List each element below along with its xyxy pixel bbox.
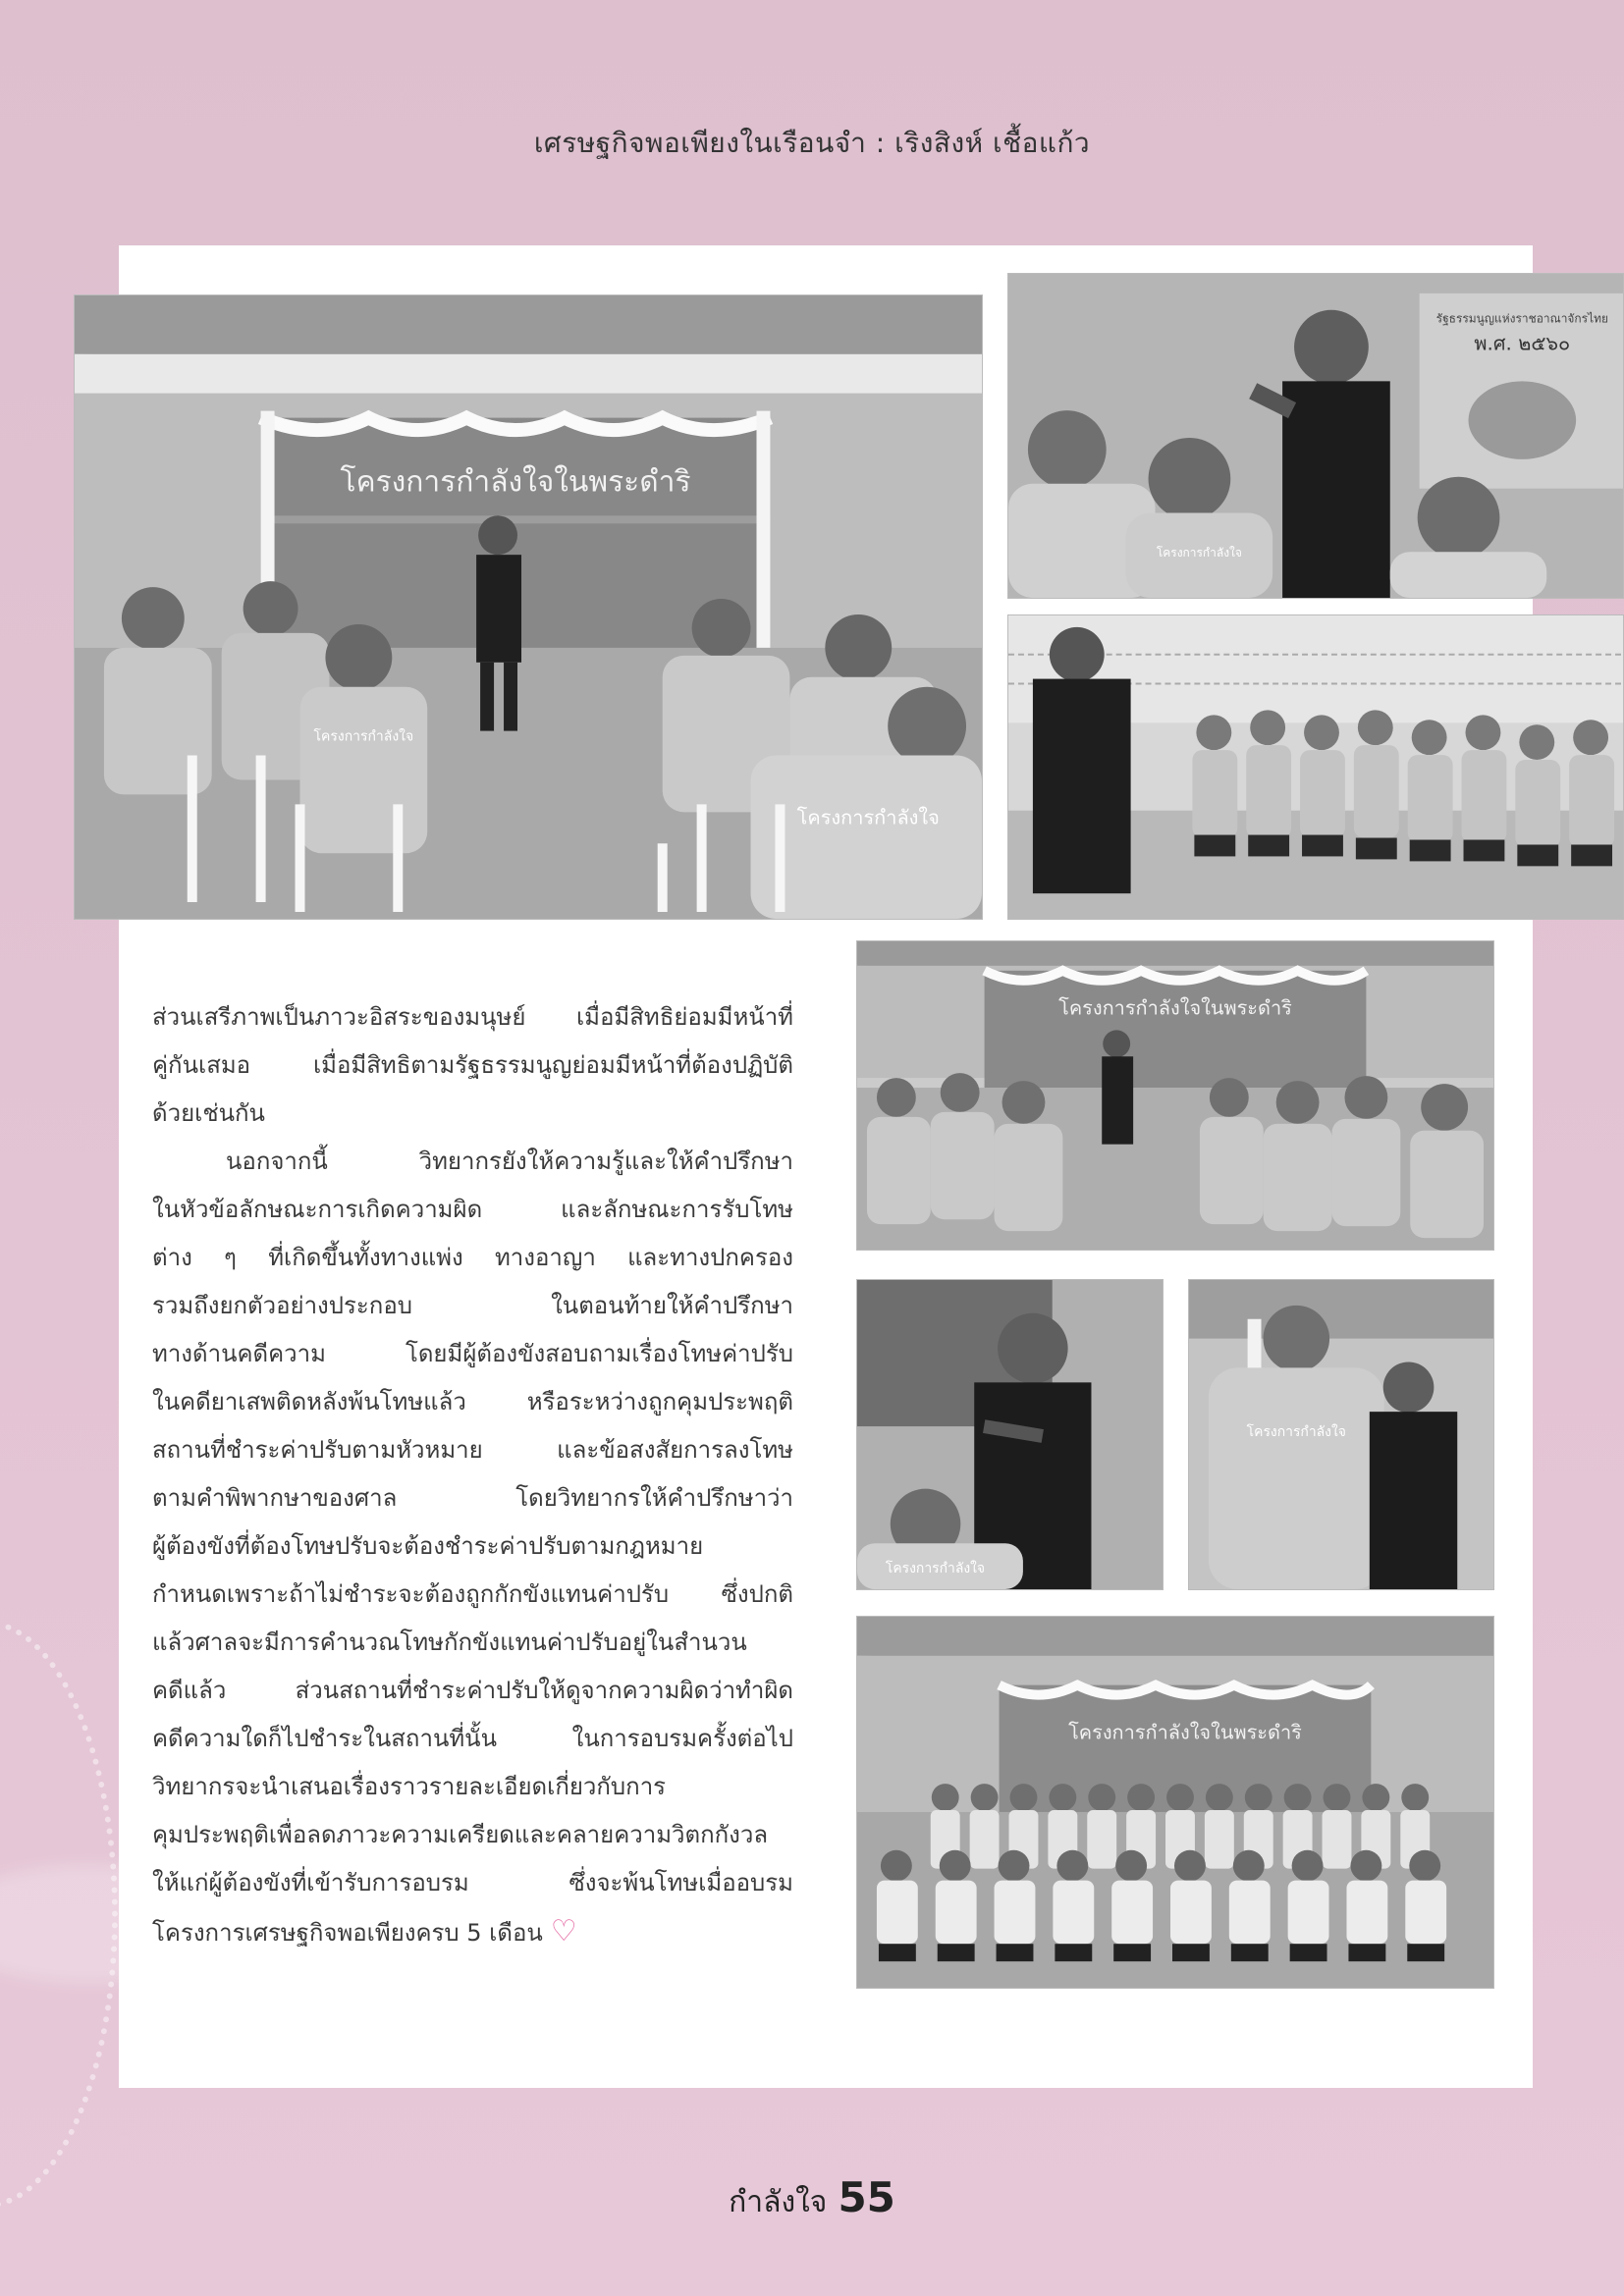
article-line: คดีแล้ว ส่วนสถานที่ชำระค่าปรับให้ดูจากความผิดว่าทำผิด bbox=[152, 1677, 793, 1704]
article-line: ให้แก่ผู้ต้องขังที่เข้ารับการอบรม ซึ่งจะพ้นโทษเมื่ออบรม bbox=[152, 1869, 793, 1896]
article-line: คดีความใดก็ไปชำระในสถานที่นั้น ในการอบรมครั้งต่อไป bbox=[152, 1725, 793, 1752]
heart-end-mark-icon: ♡ bbox=[550, 1914, 577, 1949]
article-line: วิทยากรจะนำเสนอเรื่องราวรายละเอียดเกี่ยวกับการ bbox=[152, 1773, 667, 1800]
article-line: นอกจากนี้ วิทยากรยังให้ความรู้และให้คำปรึกษา bbox=[226, 1148, 793, 1175]
article-line: รวมถึงยกตัวอย่างประกอบ ในตอนท้ายให้คำปรึกษา bbox=[152, 1292, 793, 1319]
photo-speaker-closeup bbox=[856, 1279, 1164, 1590]
article-line: สถานที่ชำระค่าปรับตามหัวหมาย และข้อสงสัยการลงโทษ bbox=[152, 1436, 793, 1464]
shirt-text-front: โครงการกำลังใจ bbox=[796, 805, 940, 829]
shirt-text: โครงการกำลังใจ bbox=[1156, 546, 1242, 561]
article-line: คุมประพฤติเพื่อลดภาวะความเครียดและคลายความวิตกกังวล bbox=[152, 1821, 769, 1848]
photo-speaker-inmate bbox=[1188, 1279, 1494, 1590]
article-line: ตามคำพิพากษาของศาล โดยวิทยากรให้คำปรึกษาว่า bbox=[152, 1484, 793, 1512]
article-line: ส่วนเสรีภาพเป็นภาวะอิสระของมนุษย์ เมื่อมีสิทธิย่อมมีหน้าที่ bbox=[152, 1003, 793, 1031]
shirt-text: โครงการกำลังใจ bbox=[885, 1561, 986, 1577]
article-line: ในหัวข้อลักษณะการเกิดความผิด และลักษณะการรับโทษ bbox=[152, 1196, 793, 1223]
article-line: คู่กันเสมอ เมื่อมีสิทธิตามรัฐธรรมนูญย่อมมีหน้าที่ต้องปฏิบัติ bbox=[152, 1051, 793, 1079]
banner-text: โครงการกำลังใจในพระดำริ bbox=[1068, 1721, 1302, 1744]
board-year: พ.ศ. ๒๕๖๐ bbox=[1474, 332, 1571, 355]
running-header: เศรษฐกิจพอเพียงในเรือนจำ : เริงสิงห์ เชื้อแก้ว bbox=[533, 127, 1091, 159]
article-line: ต่าง ๆ ที่เกิดขึ้นทั้งทางแพ่ง ทางอาญา และทางปกครอง bbox=[152, 1244, 793, 1271]
article-body bbox=[152, 993, 793, 1955]
article-line: ผู้ต้องขังที่ต้องโทษปรับจะต้องชำระค่าปรับตามกฎหมาย bbox=[152, 1532, 704, 1560]
banner-text: โครงการกำลังใจในพระดำริ bbox=[1058, 996, 1292, 1020]
shirt-text: โครงการกำลังใจ bbox=[1246, 1423, 1346, 1440]
page-number: 55 bbox=[838, 2173, 895, 2221]
folio bbox=[0, 2173, 1624, 2225]
article-line: ทางด้านคดีความ โดยมีผู้ต้องขังสอบถามเรื่องโทษค่าปรับ bbox=[152, 1340, 793, 1367]
article-line: ในคดียาเสพติดหลังพ้นโทษแล้ว หรือระหว่างถูกคุมประพฤติ bbox=[152, 1388, 793, 1415]
banner-text: โครงการกำลังใจในพระดำริ bbox=[340, 464, 691, 500]
article-line: ด้วยเช่นกัน bbox=[152, 1099, 265, 1127]
photo-outdoor-session bbox=[1007, 614, 1624, 920]
photo-group bbox=[856, 1616, 1494, 1989]
article-line: แล้วศาลจะมีการคำนวณโทษกักขังแทนค่าปรับอยู่ในสำนวน bbox=[152, 1629, 747, 1656]
article-line-last bbox=[152, 1907, 793, 1955]
article-line-text: โครงการเศรษฐกิจพอเพียงครบ 5 เดือน bbox=[152, 1919, 543, 1947]
photo-hall-wide bbox=[856, 940, 1494, 1251]
magazine-name: กำลังใจ bbox=[729, 2185, 828, 2219]
shirt-text: โครงการกำลังใจ bbox=[313, 728, 414, 745]
photo-seminar-hall bbox=[74, 294, 983, 920]
article-line: กำหนดเพราะถ้าไม่ชำระจะต้องถูกกักขังแทนค่าปรับ ซึ่งปกติ bbox=[152, 1580, 793, 1608]
photo-speaker-constitution bbox=[1007, 273, 1624, 599]
board-title: รัฐธรรมนูญแห่งราชอาณาจักรไทย bbox=[1435, 311, 1608, 326]
